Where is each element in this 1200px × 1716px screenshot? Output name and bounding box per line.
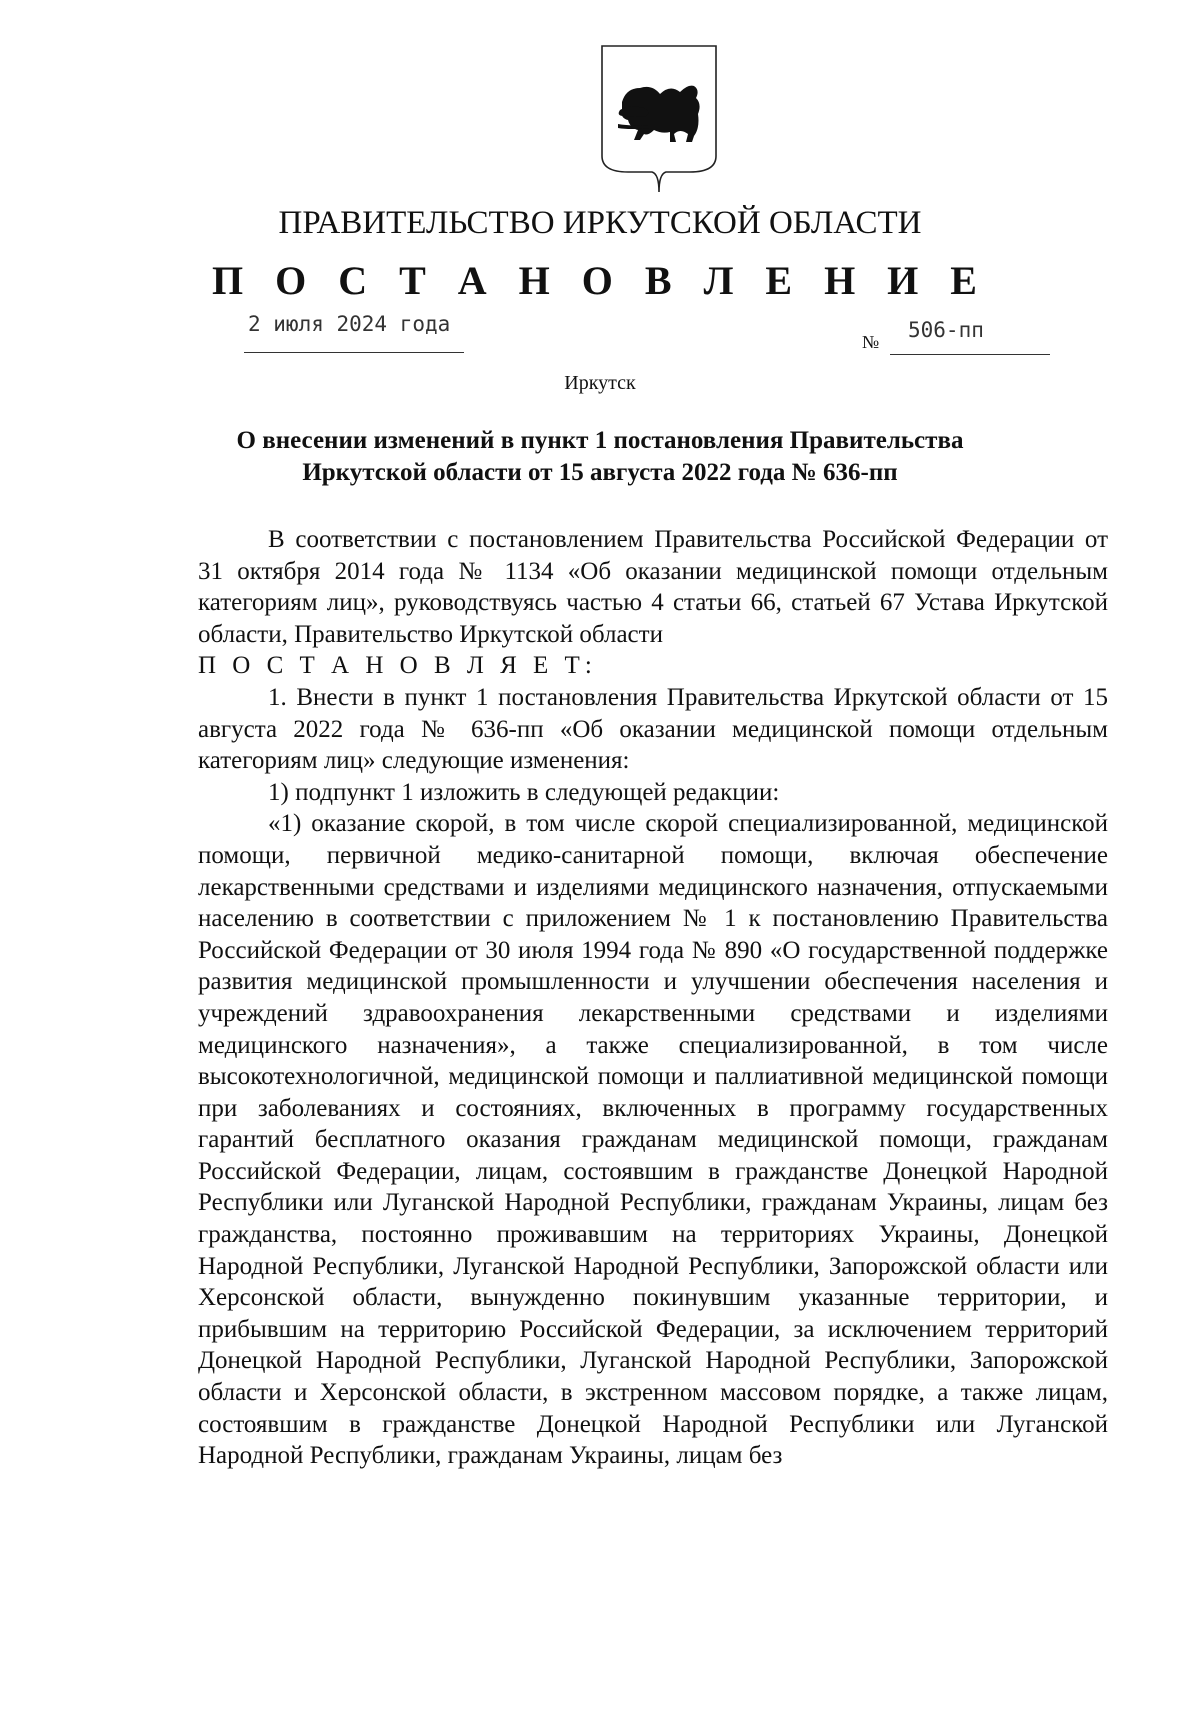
document-body [198, 524, 1108, 1472]
subject-line-1: О внесении изменений в пункт 1 постановления Правительства [236, 427, 964, 454]
subject-line-2: Иркутской области от 15 августа 2022 года № 636-пп [302, 459, 898, 486]
document-number: 506-пп [908, 318, 984, 342]
quoted-text-paragraph: «1) оказание скорой, в том числе скорой специализированной, медицинской помощи, первичной медико-санитарной помощи, включая обеспечение лекарственными средствами и изделиями медицинского назначения, отпускаемыми населению в соответствии с приложением № 1 к постановлению Правительства Российской Федерации от 30 июля 1994 года № 890 «О государственной поддержке развития медицинской промышленности и улучшении обеспечения населения и учреждений здравоохранения лекарственными средствами и изделиями медицинского назначения», а также специализированной, в том числе высокотехнологичной, медицинской помощи и паллиативной медицинской помощи при заболеваниях и состояниях, включенных в программу государственных гарантий бесплатного оказания гражданам медицинской помощи, гражданам Российской Федерации, лицам, состоявшим в гражданстве Донецкой Народной Республики или Луганской Народной Республики, гражданам Украины, лицам без гражданства, постоянно проживавшим на территориях Украины, Донецкой Народной Республики, Луганской Народной Республики, Запорожской области или Херсонской области, вынужденно покинувшим указанные территории, и прибывшим на территорию Российской Федерации, за исключением территорий Донецкой Народной Республики, Луганской Народной Республики, Запорожской области и Херсонской области, в экстренном массовом порядке, а также лицам, состоявшим в гражданстве Донецкой Народной Республики или Луганской Народной Республики, гражданам Украины, лицам без [198, 810, 1108, 1470]
preamble-paragraph: В соответствии с постановлением Правительства Российской Федерации от 31 октября 2014 года № 1134 «Об оказании медицинской помощи отдельным категориям лиц», руководствуясь частью 4 статьи 66, статьей 67 Устава Иркутской области, Правительство Иркутской области [198, 526, 1108, 648]
item-1-paragraph: 1. Внести в пункт 1 постановления Правительства Иркутской области от 15 августа 2022 года № 636-пп «Об оказании медицинской помощи отдельным категориям лиц» следующие изменения: [198, 683, 1108, 775]
coat-of-arms-emblem [600, 44, 718, 194]
resolves-statement: П О С Т А Н О В Л Я Е Т: [198, 652, 597, 680]
document-subject [200, 425, 1000, 489]
document-type-title: П О С Т А Н О В Л Е Н И Е [212, 258, 988, 303]
number-underline [890, 354, 1050, 355]
date-field [244, 312, 464, 353]
subitem-1-paragraph: 1) подпункт 1 изложить в следующей редакции: [268, 778, 780, 806]
number-field [862, 318, 1052, 358]
city-name: Иркутск [564, 372, 636, 394]
government-title: ПРАВИТЕЛЬСТВО ИРКУТСКОЙ ОБЛАСТИ [278, 205, 922, 241]
document-date: 2 июля 2024 года [248, 312, 451, 336]
number-sign: № [862, 332, 880, 352]
